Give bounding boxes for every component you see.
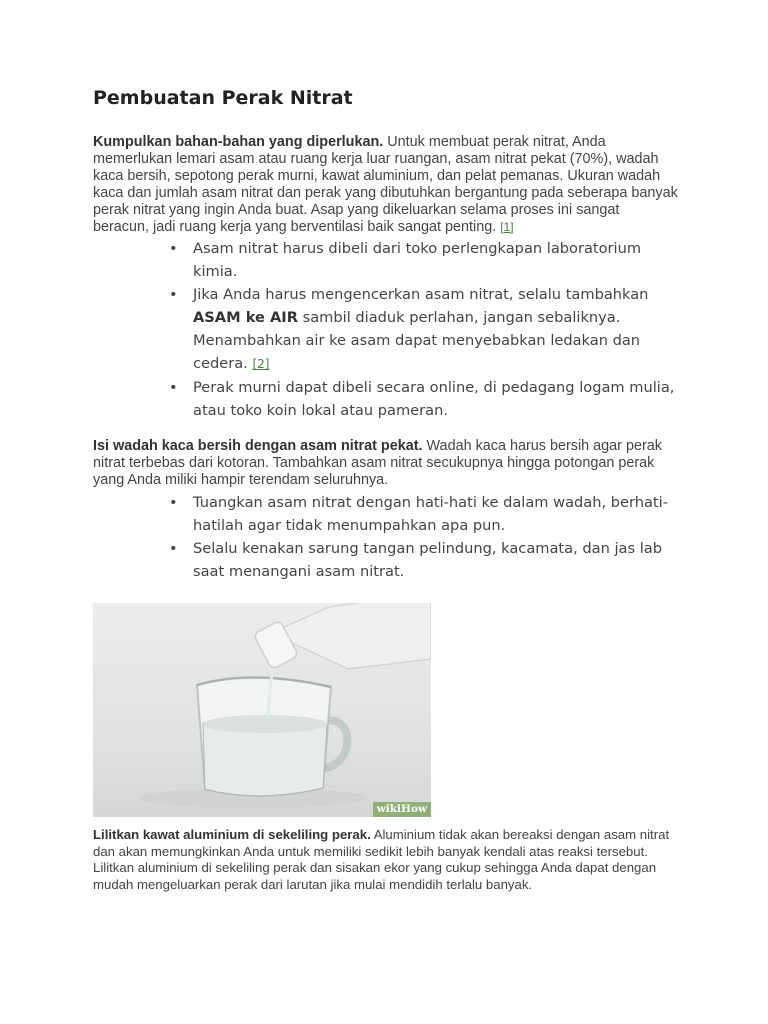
- wikihow-watermark: wikiHow: [373, 802, 431, 817]
- reference-link-1[interactable]: [1]: [500, 219, 514, 234]
- step-1-lead: Kumpulkan bahan-bahan yang diperlukan.: [93, 134, 384, 150]
- pouring-acid-illustration: [93, 603, 431, 817]
- step-2-tips: [93, 491, 678, 583]
- tip-text: Selalu kenakan sarung tangan pelindung, kacamata, dan jas lab saat menangani asam nitrat.: [193, 540, 662, 581]
- tip-text-end: sambil diaduk perlahan, jangan sebaliknya. Menambahkan air ke asam dapat menyebabkan ledakan dan cedera.: [193, 309, 641, 373]
- step-2-lead: Isi wadah kaca bersih dengan asam nitrat pekat.: [93, 438, 423, 455]
- list-item: [193, 491, 678, 537]
- step-2-photo: [93, 603, 431, 817]
- step-2-section: [93, 438, 678, 583]
- step-2-body: Wadah kaca harus bersih agar perak nitrat terbebas dari kotoran. Tambahkan asam nitrat secukupnya hingga potongan perak yang Anda miliki hampir terendam seluruhnya.: [93, 438, 662, 489]
- list-item: [193, 283, 678, 376]
- tip-text: Perak murni dapat dibeli secara online, di pedagang logam mulia, atau toko koin lokal atau pameran.: [193, 379, 675, 420]
- list-item: [193, 376, 678, 422]
- step-1-paragraph: [93, 134, 678, 235]
- step-2-paragraph: [93, 438, 678, 489]
- step-3-lead: Lilitkan kawat aluminium di sekeliling perak.: [93, 827, 371, 843]
- step-3-body: Aluminium tidak akan bereaksi dengan asam nitrat dan akan memungkinkan Anda untuk memiliki sedikit lebih banyak kendali atas reaksi tersebut. Lilitkan aluminium di sekeliling perak dan sisakan ekor yang cukup sehingga Anda dapat dengan mudah mengeluarkan perak dari larutan jika mulai mendidih terlalu banyak.: [93, 827, 670, 892]
- tip-text-start: Jika Anda harus mengencerkan asam nitrat, selalu tambahkan: [193, 286, 649, 304]
- reference-link-2[interactable]: [2]: [252, 357, 270, 372]
- list-item: [193, 237, 678, 283]
- tip-emphasis: ASAM ke AIR: [193, 309, 298, 327]
- page-title: Pembuatan Perak Nitrat: [93, 87, 353, 109]
- tip-text: Asam nitrat harus dibeli dari toko perlengkapan laboratorium kimia.: [193, 240, 642, 281]
- tip-text: Tuangkan asam nitrat dengan hati-hati ke dalam wadah, berhati-hatilah agar tidak menumpahkan apa pun.: [193, 494, 668, 535]
- list-item: [193, 537, 678, 583]
- step-1-tips: [93, 237, 678, 422]
- article: [93, 86, 678, 907]
- step-1-body: Untuk membuat perak nitrat, Anda memerlukan lemari asam atau ruang kerja luar ruangan, asam nitrat pekat (70%), wadah kaca bersih, sepotong perak murni, kawat aluminium, dan pelat pemanas. Ukuran wadah kaca dan jumlah asam nitrat dan perak yang dibutuhkan bergantung pada seberapa banyak perak nitrat yang ingin Anda buat. Asap yang dikeluarkan selama proses ini sangat beracun, jadi ruang kerja yang berventilasi baik sangat penting.: [93, 134, 678, 235]
- step-3-paragraph: [93, 827, 678, 893]
